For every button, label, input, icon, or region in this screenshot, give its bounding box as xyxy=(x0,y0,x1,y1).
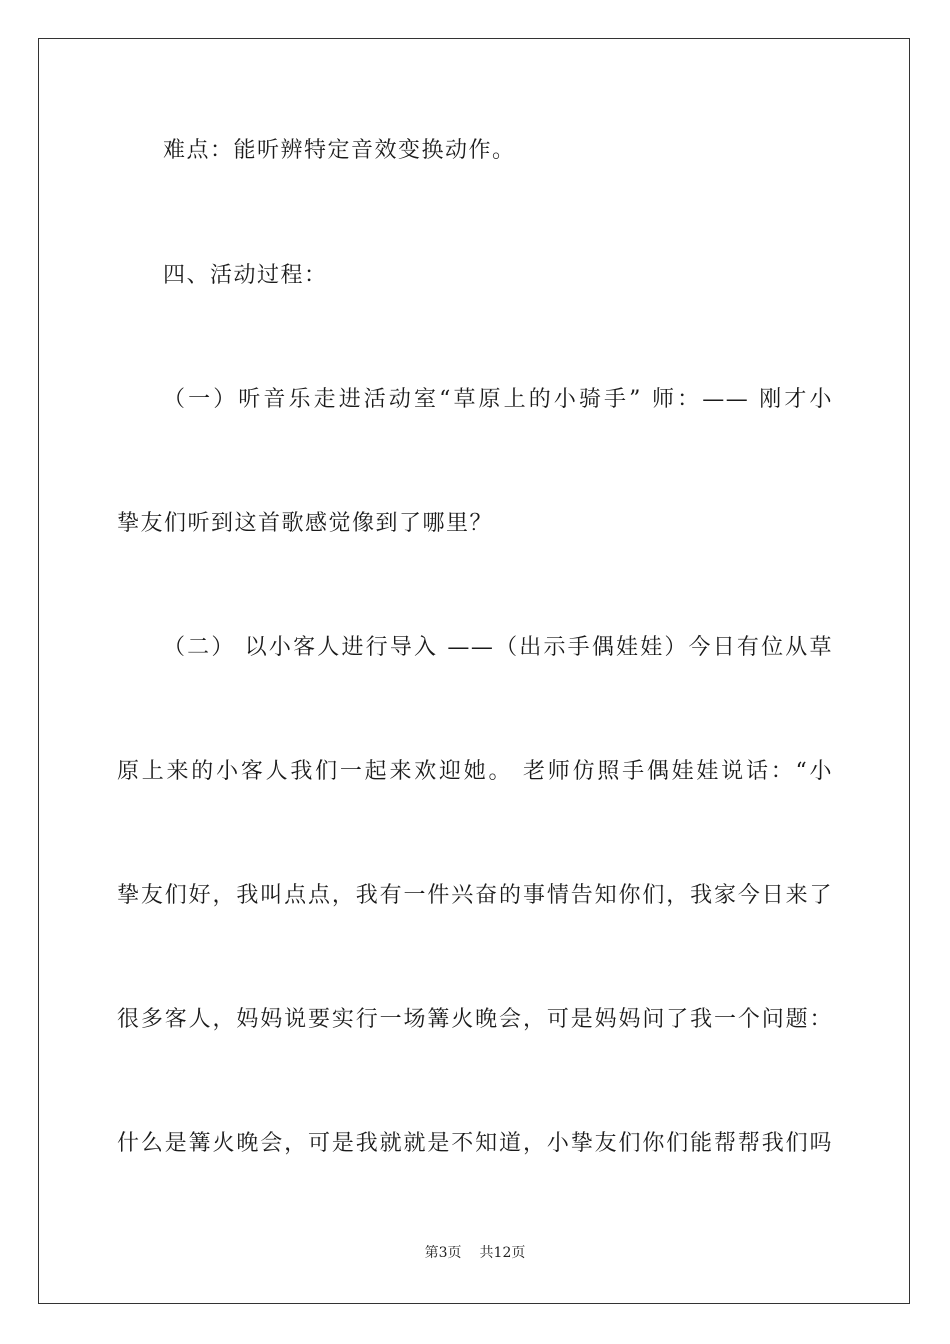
page-number: 第3页 xyxy=(424,1245,462,1261)
paragraph-line: 原上来的小客人我们一起来欢迎她。 老师仿照手偶娃娃说话：“小 xyxy=(117,759,833,784)
paragraph-line: 很多客人，妈妈说要实行一场篝火晚会，可是妈妈问了我一个问题： xyxy=(117,1007,833,1032)
paragraph-line: （二） 以小客人进行导入 ——（出示手偶娃娃）今日有位从草 xyxy=(163,635,833,660)
paragraph-line: 挚友们好，我叫点点，我有一件兴奋的事情告知你们，我家今日来了 xyxy=(117,883,833,908)
text-line-difficulty: 难点：能听辨特定音效变换动作。 xyxy=(163,138,516,163)
paragraph-line: 挚友们听到这首歌感觉像到了哪里？ xyxy=(117,511,494,536)
section-heading-activity-process: 四、活动过程： xyxy=(163,263,328,288)
page-footer xyxy=(0,1244,950,1262)
page-total: 共12页 xyxy=(479,1245,526,1261)
paragraph-line: 什么是篝火晚会，可是我就就是不知道，小挚友们你们能帮帮我们吗 xyxy=(117,1131,833,1156)
page-border xyxy=(38,38,910,1304)
paragraph-line: （一）听音乐走进活动室“草原上的小骑手” 师：—— 刚才小 xyxy=(163,387,833,412)
